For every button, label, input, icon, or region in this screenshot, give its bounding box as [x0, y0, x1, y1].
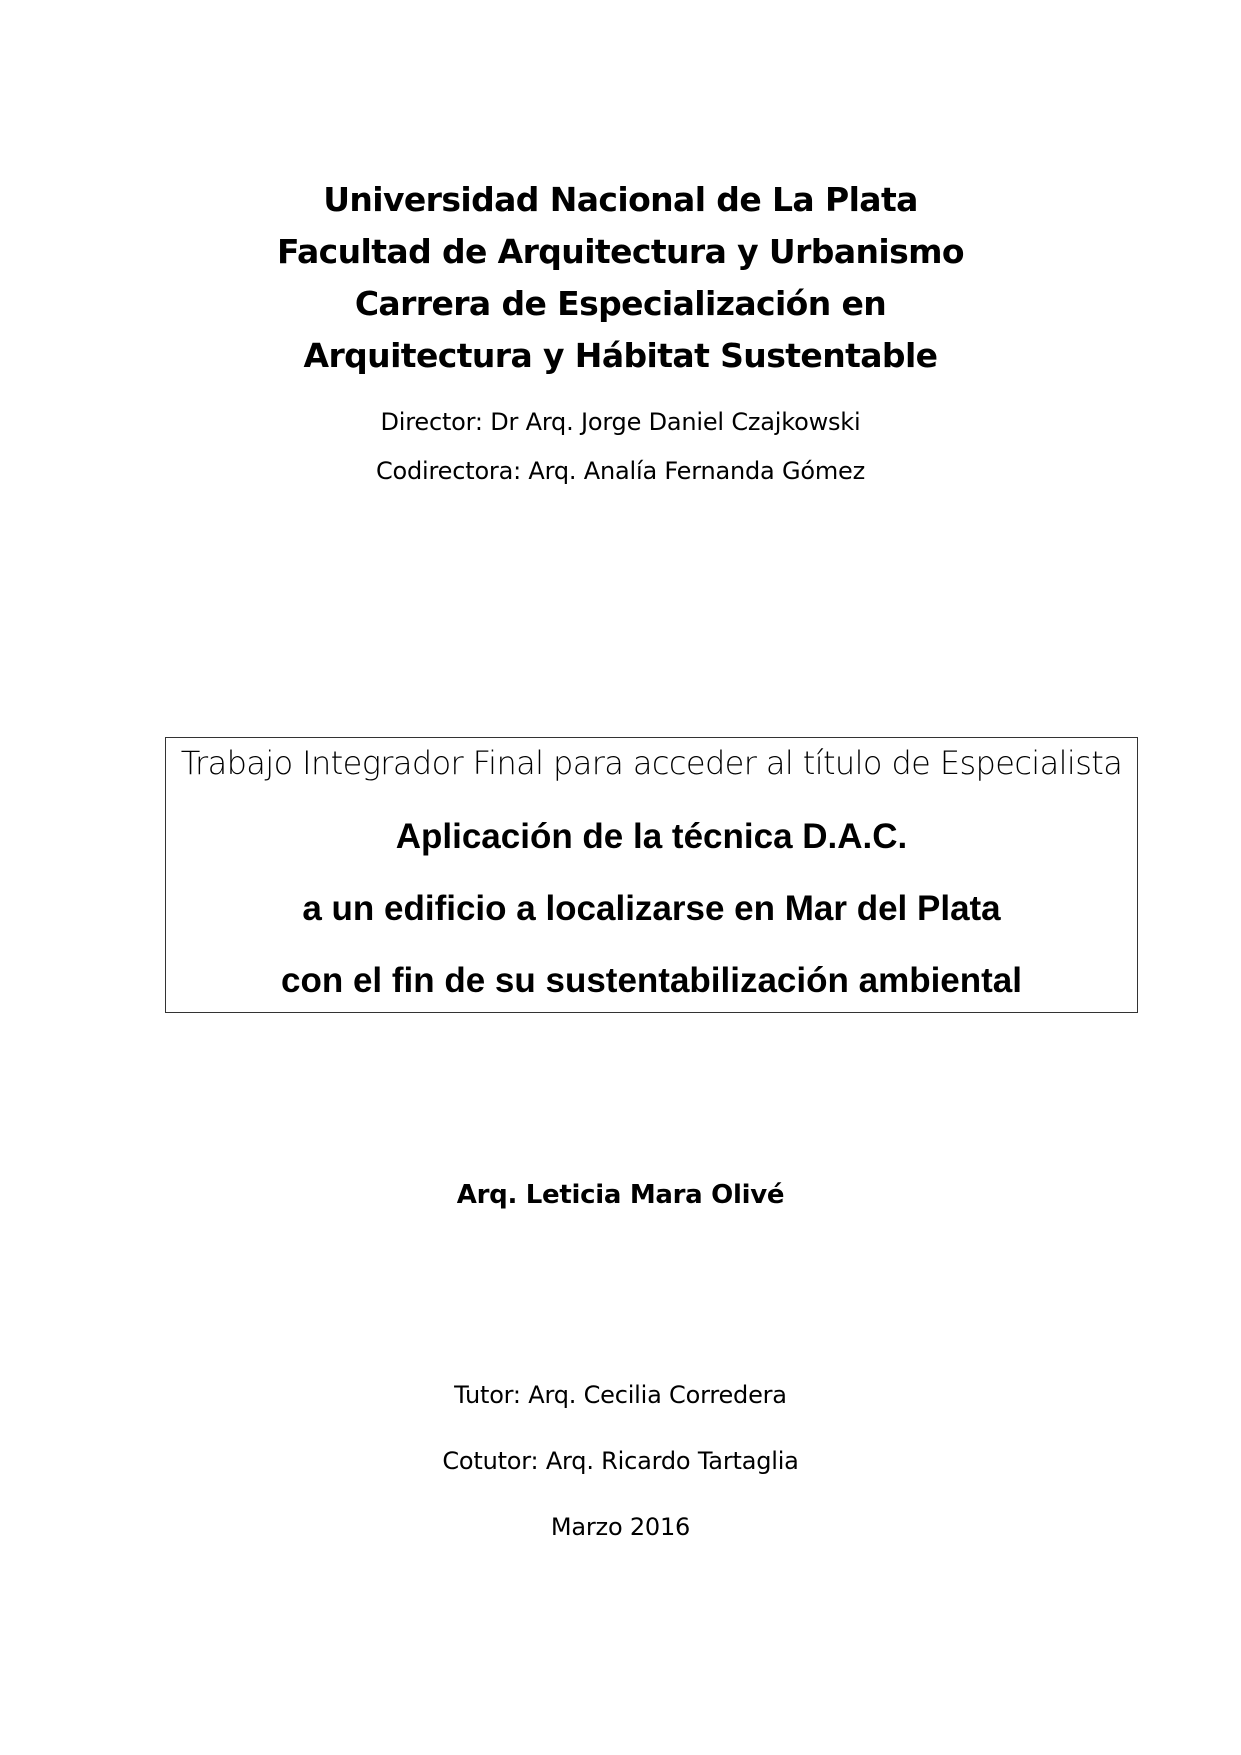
work-title-line-2: a un edificio a localizarse en Mar del Plata — [302, 889, 1001, 928]
author-name: Arq. Leticia Mara Olivé — [456, 1180, 785, 1210]
work-title-line-3: con el fin de su sustentabilización ambiental — [281, 961, 1022, 1000]
director-line: Director: Dr Arq. Jorge Daniel Czajkowski — [380, 408, 861, 436]
faculty-name: Facultad de Arquitectura y Urbanismo — [276, 232, 964, 271]
work-title-line-1: Aplicación de la técnica D.A.C. — [395, 817, 908, 856]
title-box — [165, 737, 1138, 1013]
university-name: Universidad Nacional de La Plata — [323, 180, 918, 219]
date-line: Marzo 2016 — [550, 1513, 691, 1541]
cotutor-line: Cotutor: Arq. Ricardo Tartaglia — [442, 1447, 799, 1475]
tutor-line: Tutor: Arq. Cecilia Corredera — [454, 1381, 787, 1409]
program-line-1: Carrera de Especialización en — [354, 284, 887, 323]
program-line-2: Arquitectura y Hábitat Sustentable — [303, 336, 938, 375]
codirector-line: Codirectora: Arq. Analía Fernanda Gómez — [375, 457, 866, 485]
work-lead: Trabajo Integrador Final para acceder al título de Especialista — [180, 744, 1123, 782]
